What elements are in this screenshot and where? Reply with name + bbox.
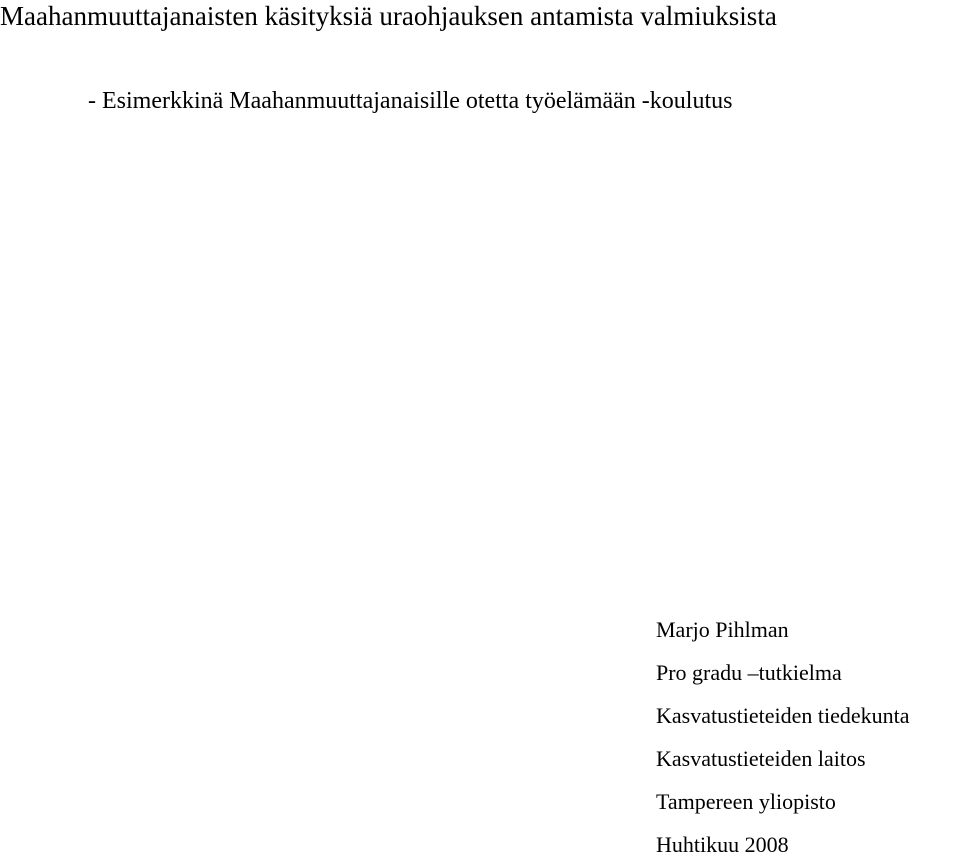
faculty-name: Kasvatustieteiden tiedekunta	[656, 703, 910, 728]
thesis-subtitle: - Esimerkkinä Maahanmuuttajanaisille otetta työelämään -koulutus	[88, 88, 733, 114]
department-name: Kasvatustieteiden laitos	[656, 746, 866, 771]
thesis-type: Pro gradu –tutkielma	[656, 660, 842, 685]
publication-date: Huhtikuu 2008	[656, 832, 789, 857]
university-name: Tampereen yliopisto	[656, 789, 836, 814]
author-name: Marjo Pihlman	[656, 617, 789, 642]
title-page-details	[656, 608, 910, 866]
thesis-title: Maahanmuuttajanaisten käsityksiä uraohjauksen antamista valmiuksista	[0, 1, 777, 31]
